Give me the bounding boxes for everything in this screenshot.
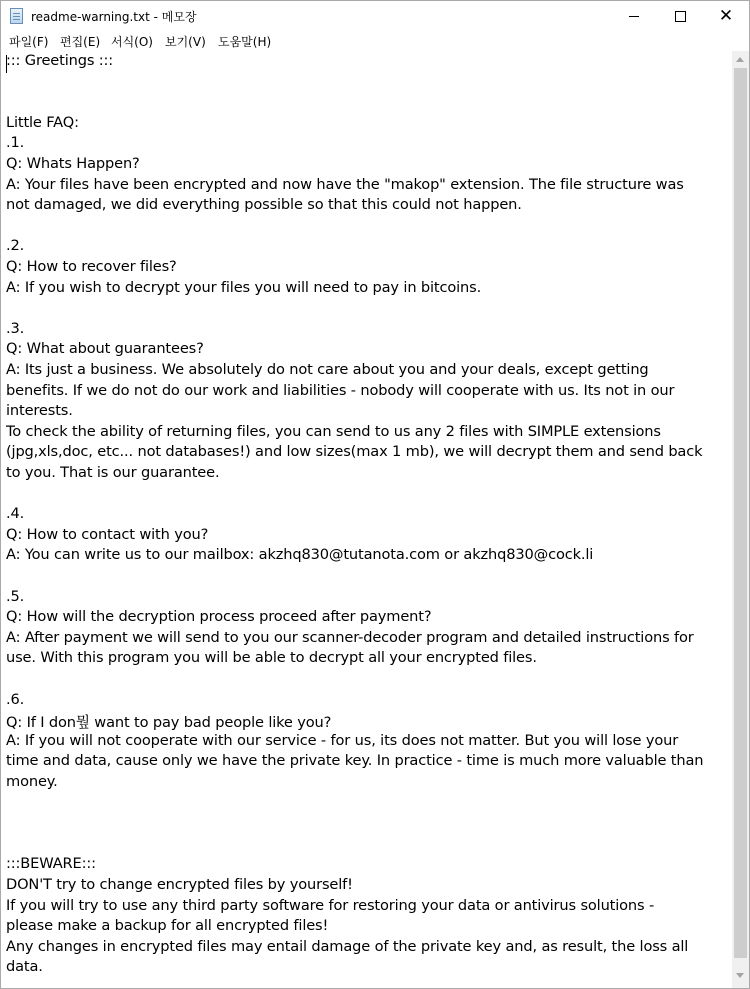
notepad-icon bbox=[10, 8, 23, 24]
text-line: Any changes in encrypted files may entail damage of the private key and, as result, the loss all bbox=[6, 937, 689, 955]
menu-file[interactable]: 파일(F) bbox=[9, 35, 49, 49]
window-title: readme-warning.txt - 메모장 bbox=[31, 10, 197, 24]
text-line: :::BEWARE::: bbox=[6, 855, 96, 873]
text-line: Q: How will the decryption process proceed after payment? bbox=[6, 608, 432, 626]
text-line: If you will try to use any third party software for restoring your data or antivirus solutions - bbox=[6, 896, 655, 914]
text-line: not damaged, we did everything possible so that this could not happen. bbox=[6, 196, 522, 214]
title-bar[interactable] bbox=[1, 1, 749, 31]
text-line: benefits. If we do not do our work and liabilities - nobody will cooperate with us. Its not in our bbox=[6, 381, 675, 399]
text-line: To check the ability of returning files, you can send to us any 2 files with SIMPLE extensions bbox=[6, 422, 661, 440]
text-line: Q: How to contact with you? bbox=[6, 525, 209, 543]
text-line: .3. bbox=[6, 319, 25, 337]
text-editor[interactable] bbox=[1, 51, 732, 988]
text-line: to you. That is our guarantee. bbox=[6, 464, 220, 481]
text-line: money. bbox=[6, 773, 58, 790]
text-line: .6. bbox=[6, 690, 25, 708]
scroll-down-icon[interactable] bbox=[736, 973, 744, 978]
menu-help[interactable]: 도움말(H) bbox=[218, 35, 272, 49]
text-line: A: If you wish to decrypt your files you will need to pay in bitcoins. bbox=[6, 278, 482, 296]
text-line: A: Its just a business. We absolutely do not care about you and your deals, except getting bbox=[6, 361, 649, 378]
scrollbar-thumb[interactable] bbox=[734, 68, 747, 958]
text-line: Q: What about guarantees? bbox=[6, 340, 204, 358]
menu-bar bbox=[1, 31, 749, 51]
text-line: Q: How to recover files? bbox=[6, 258, 177, 275]
text-line: .4. bbox=[6, 505, 25, 523]
text-line: use. With this program you will be able to decrypt all your encrypted files. bbox=[6, 649, 537, 667]
text-line: A: If you will not cooperate with our service - for us, its does not matter. But you will lose your bbox=[6, 731, 679, 749]
text-line: Q: Whats Happen? bbox=[6, 155, 140, 172]
maximize-icon bbox=[675, 11, 686, 22]
text-line: data. bbox=[6, 958, 43, 976]
text-line: please make a backup for all encrypted files! bbox=[6, 917, 329, 935]
close-button[interactable] bbox=[703, 1, 749, 31]
text-line: interests. bbox=[6, 402, 73, 420]
minimize-icon bbox=[629, 16, 639, 17]
menu-format[interactable]: 서식(O) bbox=[111, 35, 153, 49]
text-line: .2. bbox=[6, 237, 25, 255]
scroll-up-icon[interactable] bbox=[736, 57, 744, 62]
text-line: time and data, cause only we have the private key. In practice - time is much more valuable than bbox=[6, 752, 704, 770]
text-line: DON'T try to change encrypted files by yourself! bbox=[6, 876, 353, 893]
menu-view[interactable]: 보기(V) bbox=[165, 35, 206, 49]
text-line: Little FAQ: bbox=[6, 113, 79, 131]
text-line: A: You can write us to our mailbox: akzhq830@tutanota.com or akzhq830@cock.li bbox=[6, 546, 594, 564]
text-line: Q: If I don뭪 want to pay bad people like you? bbox=[6, 714, 332, 732]
text-line: A: Your files have been encrypted and now have the "makop" extension. The file structure was bbox=[6, 175, 684, 193]
menu-edit[interactable]: 편집(E) bbox=[60, 35, 101, 49]
text-line: .1. bbox=[6, 134, 25, 152]
vertical-scrollbar[interactable] bbox=[732, 51, 749, 988]
text-line: A: After payment we will send to you our scanner-decoder program and detailed instructions for bbox=[6, 628, 694, 646]
maximize-button[interactable] bbox=[657, 1, 703, 31]
close-icon: ✕ bbox=[718, 5, 734, 26]
text-line: (jpg,xls,doc, etc... not databases!) and low sizes(max 1 mb), we will decrypt them and send back bbox=[6, 443, 703, 461]
text-line: ::: Greetings ::: bbox=[6, 52, 114, 69]
minimize-button[interactable] bbox=[611, 1, 657, 31]
text-line: .5. bbox=[6, 587, 25, 605]
